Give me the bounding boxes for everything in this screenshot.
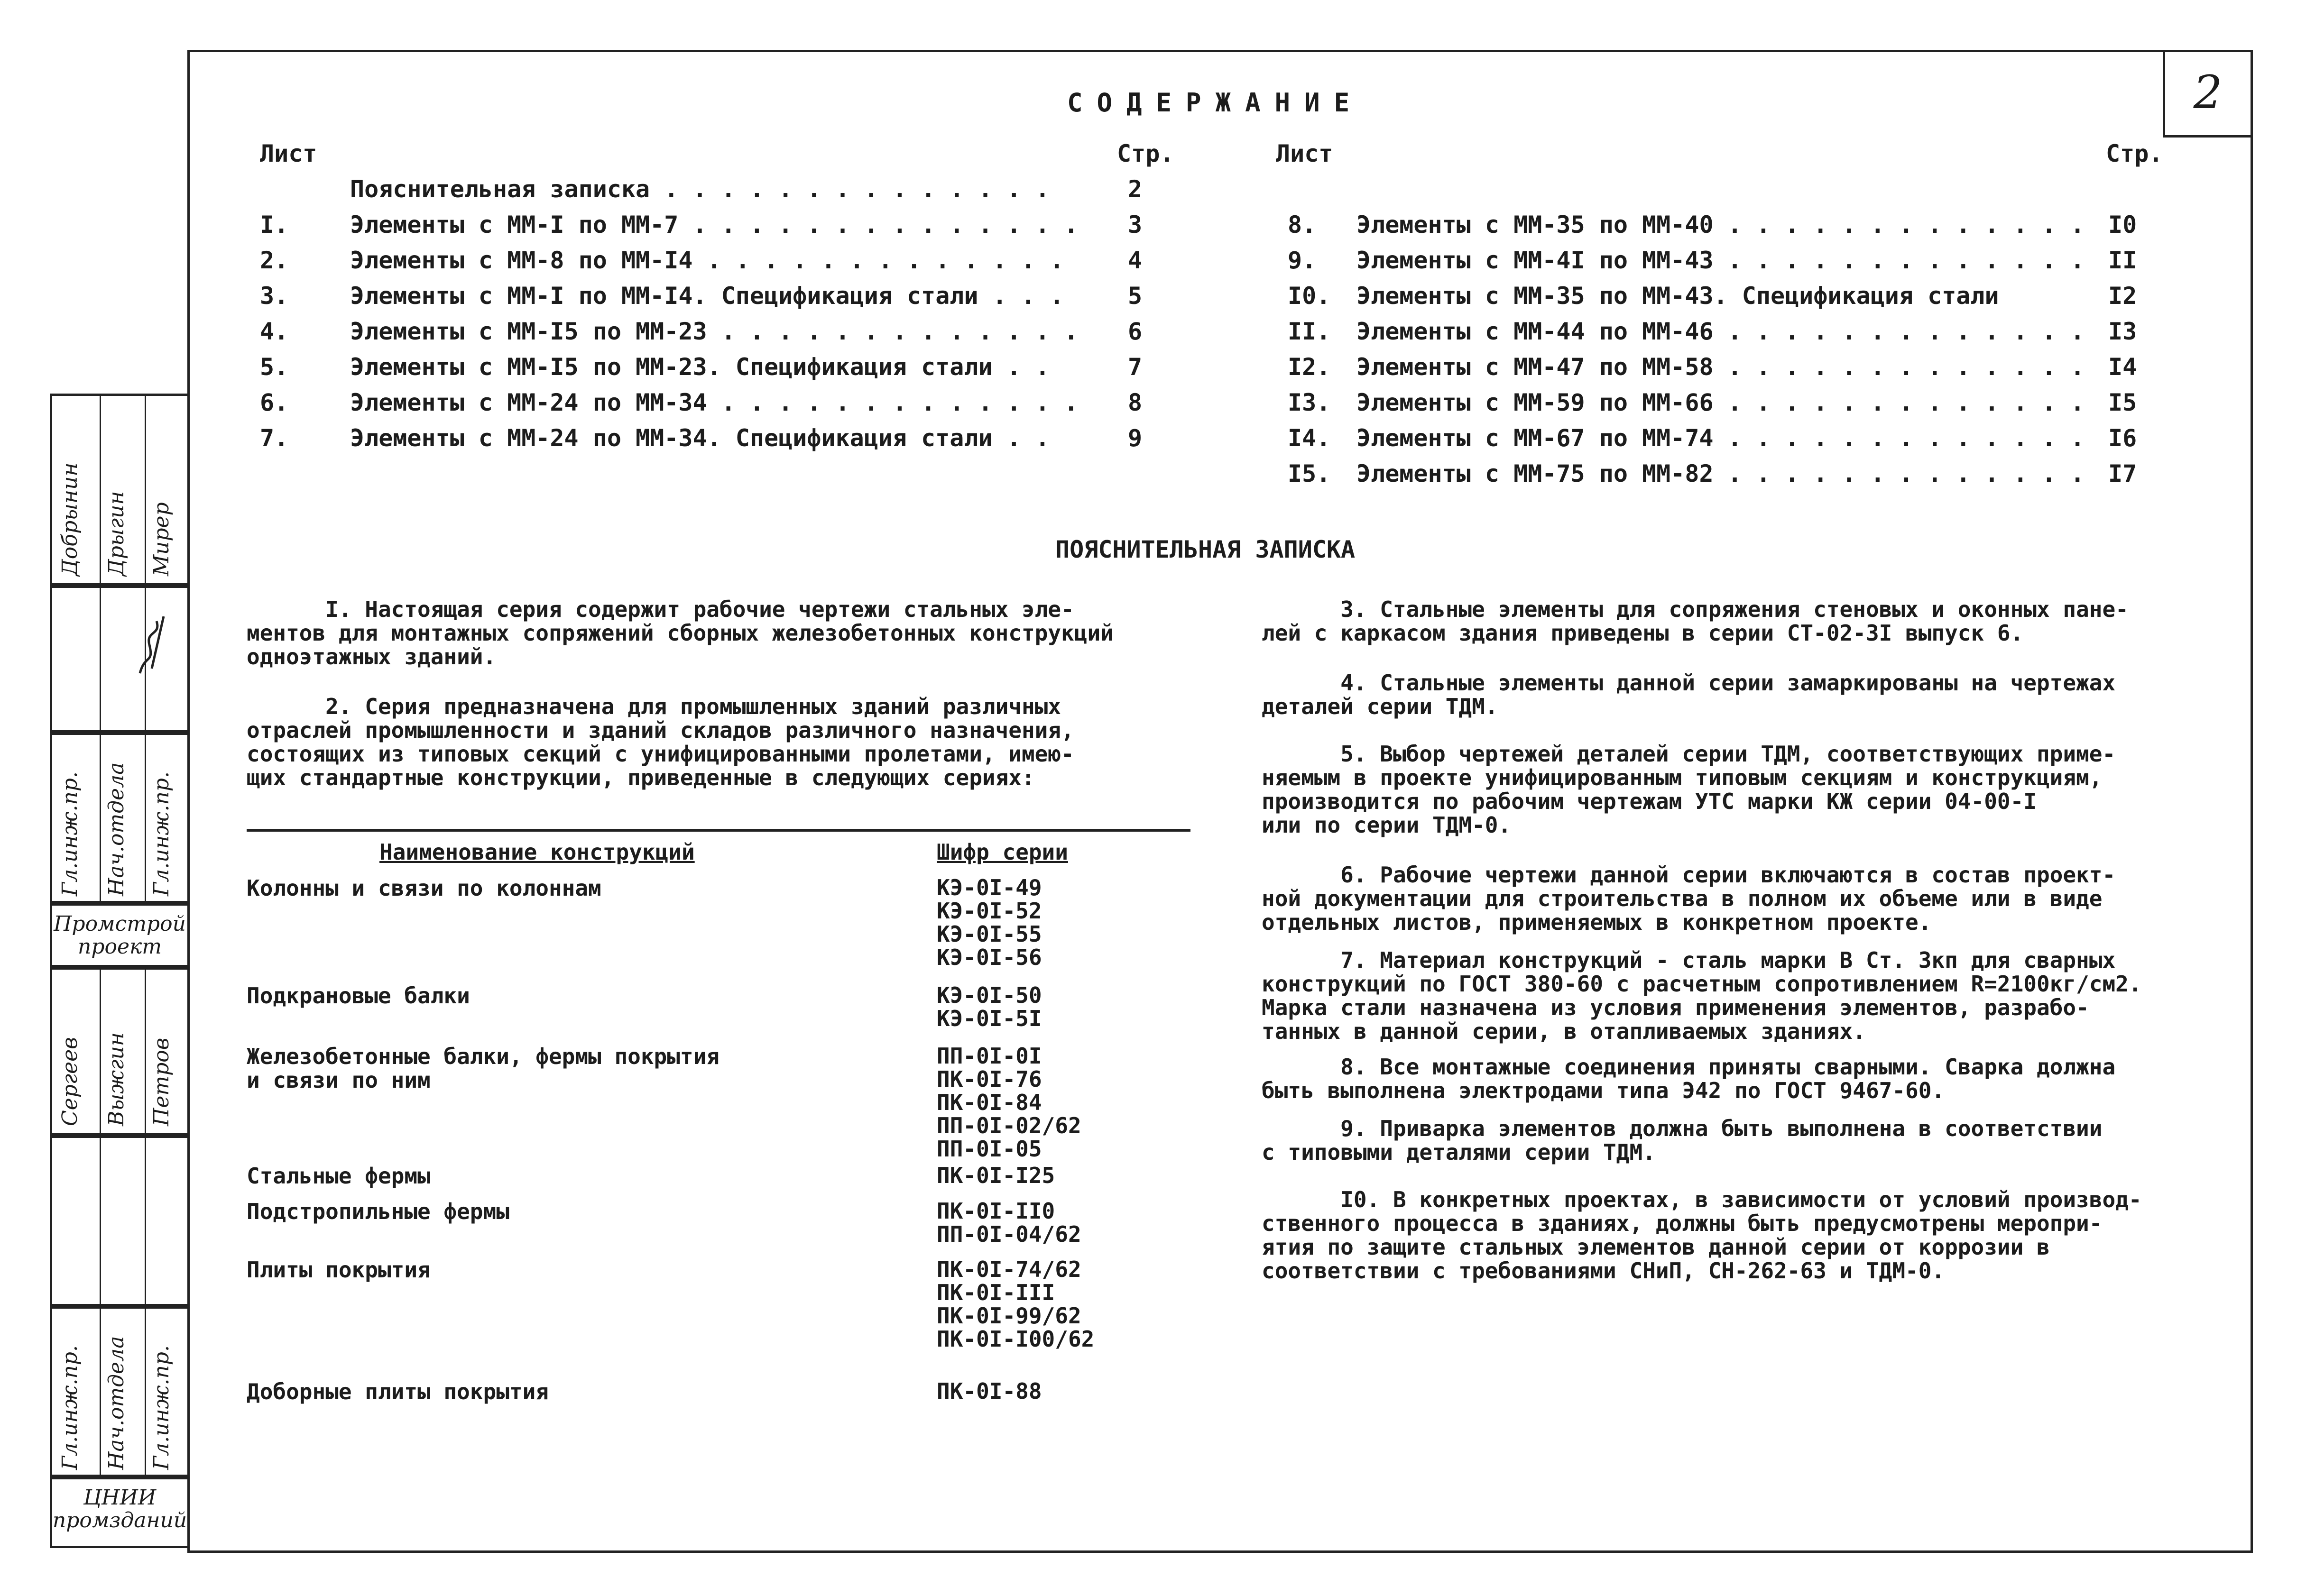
note-paragraph-6: 6. Рабочие чертежи данной серии включаются в состав проект- ной документации для строительства в полном их объеме или в виде отдельных листов, применяемых в конкретном проекте.	[1262, 862, 2116, 935]
toc-item: I0. Элементы с ММ-35 по ММ-43. Спецификация стали I2	[1288, 282, 2137, 310]
table-header-code: Шифр серии	[937, 839, 1068, 865]
note-paragraph-1: I. Настоящая серия содержит рабочие чертежи стальных эле- ментов для монтажных сопряжений сборных железобетонных конструкций одноэтажных зданий.	[247, 596, 1114, 670]
toc-item: II. Элементы с ММ-44 по ММ-46 . . . . . . . . . . . . . I3	[1288, 318, 2137, 345]
table-row-codes: ПК-0I-88	[937, 1378, 1042, 1404]
stamp-organization-2: ЦНИИ промзданий	[50, 1475, 187, 1548]
toc-item: I3. Элементы с ММ-59 по ММ-66 . . . . . . . . . . . . . I5	[1288, 389, 2137, 416]
note-paragraph-3: 3. Стальные элементы для сопряжения стеновых и оконных пане- лей с каркасом здания приведены в серии СТ-02-3I выпуск 6.	[1262, 596, 2129, 646]
stamp-organization-1: Промстрой проект	[50, 901, 187, 967]
stamp-block-signatures-2	[50, 1133, 190, 1309]
note-paragraph-9: 9. Приварка элементов должна быть выполнена в соответствии с типовыми деталями серии ТДМ.	[1262, 1116, 2103, 1165]
toc-item: 6. Элементы с ММ-24 по ММ-34 . . . . . . . . . . . . . 8	[260, 389, 1143, 416]
toc-right-sheet-header: Лист	[1276, 140, 1333, 167]
table-row-name: Колонны и связи по колоннам	[247, 875, 601, 901]
toc-left-sheet-header: Лист	[260, 140, 317, 167]
table-row-codes: ПК-0I-II0 ПП-0I-04/62	[937, 1198, 1081, 1247]
signature-mark	[135, 612, 168, 678]
stamp-role: Гл.инж.пр.	[58, 771, 82, 896]
toc-item: Пояснительная записка . . . . . . . . . . . . . . 2	[350, 175, 1143, 203]
note-paragraph-5: 5. Выбор чертежей деталей серии ТДМ, соответствующих приме- няемым в проекте унифицированным типовым секциям и конструкциям, производится по рабочим чертежам УТС марки КЖ серии 04-00-I или по серии ТДМ-0.	[1262, 741, 2116, 838]
stamp-role: Гл.инж.пр.	[149, 1345, 174, 1470]
table-row-name: Железобетонные балки, фермы покрытия и связи по ним	[247, 1044, 720, 1093]
note-paragraph-4: 4. Стальные элементы данной серии замаркированы на чертежах деталей серии ТДМ.	[1262, 670, 2116, 719]
stamp-name: Добрынин	[58, 462, 82, 576]
toc-item: I4. Элементы с ММ-67 по ММ-74 . . . . . . . . . . . . . I6	[1288, 424, 2137, 452]
stamp-block-roles-1	[50, 730, 190, 906]
table-row-name: Доборные плиты покрытия	[247, 1379, 549, 1404]
toc-item: 5. Элементы с ММ-I5 по ММ-23. Спецификация стали . . 7	[260, 353, 1143, 381]
stamp-name: Дрыгин	[104, 491, 129, 576]
stamp-role: Гл.инж.пр.	[58, 1345, 82, 1470]
toc-item: I. Элементы с ММ-I по ММ-7 . . . . . . . . . . . . . . 3	[260, 211, 1143, 238]
stamp-name: Выжгин	[104, 1032, 129, 1126]
table-header-name: Наименование конструкций	[379, 839, 695, 865]
stamp-role: Нач.отдела	[104, 1336, 129, 1470]
table-row-codes: ПК-0I-I25	[937, 1163, 1055, 1188]
note-paragraph-7: 7. Материал конструкций - сталь марки В Ст. 3кп для сварных конструкций по ГОСТ 380-60 с расчетным сопротивлением R=2100кг/см2. Марка стали назначена из условия применения элементов, разрабо- танных в данной серии, в отапливаемых зданиях.	[1262, 947, 2142, 1044]
stamp-block-signatures-1	[50, 583, 190, 735]
sheet-number: 2	[2163, 50, 2251, 138]
note-title: ПОЯСНИТЕЛЬНАЯ ЗАПИСКА	[1055, 536, 1356, 563]
toc-item: I2. Элементы с ММ-47 по ММ-58 . . . . . . . . . . . . . I4	[1288, 353, 2137, 381]
toc-item: I5. Элементы с ММ-75 по ММ-82 . . . . . . . . . . . . . I7	[1288, 460, 2137, 487]
toc-item: 2. Элементы с ММ-8 по ММ-I4 . . . . . . . . . . . . . 4	[260, 247, 1143, 274]
stamp-block-names-1	[50, 394, 190, 588]
table-row-codes: ПК-0I-74/62 ПК-0I-III ПК-0I-99/62 ПК-0I-I00/62	[937, 1257, 1095, 1352]
note-paragraph-8: 8. Все монтажные соединения приняты сварными. Сварка должна быть выполнена электродами типа Э42 по ГОСТ 9467-60.	[1262, 1054, 2116, 1103]
table-row-codes: ПП-0I-0I ПК-0I-76 ПК-0I-84 ПП-0I-02/62 ПП-0I-05	[937, 1043, 1081, 1162]
table-top-rule	[247, 829, 1190, 832]
note-paragraph-10: I0. В конкретных проектах, в зависимости от условий производ- ственного процесса в зданиях, должны быть предусмотрены меропри- ятия по защите стальных элементов данной серии от коррозии в соответствии с требованиями СНиП, СН-262-63 и ТДМ-0.	[1262, 1187, 2142, 1284]
table-row-codes: КЭ-0I-50 КЭ-0I-5I	[937, 982, 1042, 1031]
toc-item: 4. Элементы с ММ-I5 по ММ-23 . . . . . . . . . . . . . 6	[260, 318, 1143, 345]
stamp-role: Нач.отдела	[104, 762, 129, 896]
stamp-block-names-2	[50, 967, 190, 1138]
stamp-name: Сергеев	[58, 1037, 82, 1126]
stamp-name: Петров	[149, 1037, 174, 1126]
toc-right-page-header: Стр.	[2106, 140, 2163, 167]
toc-item: 9. Элементы с ММ-4I по ММ-43 . . . . . . . . . . . . . II	[1288, 247, 2137, 274]
note-paragraph-2: 2. Серия предназначена для промышленных зданий различных отраслей промышленности и зданий складов различного назначения, состоящих из типовых секций с унифицированными пролетами, имею- щих стандартные конструкции, приведенные в следующих сериях:	[247, 694, 1074, 790]
table-row-name: Плиты покрытия	[247, 1257, 431, 1283]
toc-left-page-header: Стр.	[1117, 140, 1174, 167]
table-row-name: Стальные фермы	[247, 1163, 431, 1189]
stamp-block-roles-2	[50, 1304, 190, 1479]
contents-title: СОДЕРЖАНИЕ	[1067, 88, 1364, 118]
toc-item: 3. Элементы с ММ-I по ММ-I4. Спецификация стали . . . 5	[260, 282, 1143, 310]
stamp-name: Мирер	[149, 502, 174, 576]
table-row-codes: КЭ-0I-49 КЭ-0I-52 КЭ-0I-55 КЭ-0I-56	[937, 875, 1042, 970]
table-row-name: Подкрановые балки	[247, 983, 470, 1009]
table-row-name: Подстропильные фермы	[247, 1199, 509, 1224]
toc-item: 8. Элементы с ММ-35 по ММ-40 . . . . . . . . . . . . . I0	[1288, 211, 2137, 238]
toc-item: 7. Элементы с ММ-24 по ММ-34. Спецификация стали . . 9	[260, 424, 1143, 452]
stamp-role: Гл.инж.пр.	[149, 771, 174, 896]
